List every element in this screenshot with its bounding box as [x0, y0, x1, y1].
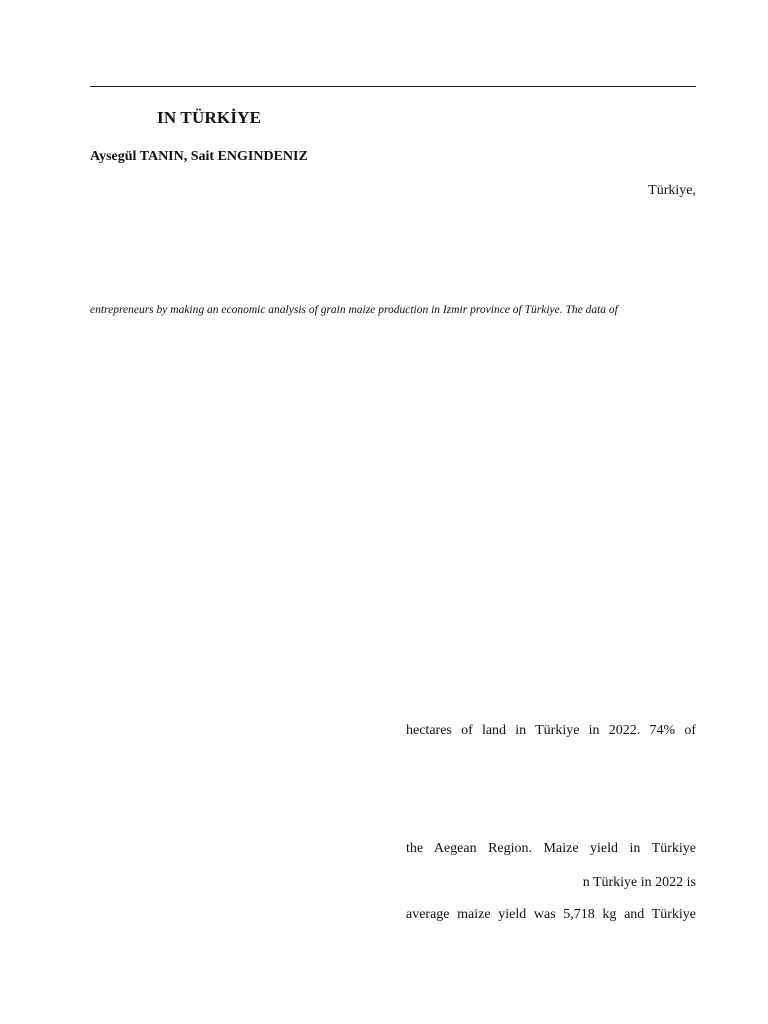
- author-list: Aysegül TANIN, Sait ENGINDENIZ: [90, 149, 308, 164]
- paper-title: IN TÜRKİYE: [157, 108, 262, 127]
- body-text-line: the Aegean Region. Maize yield in Türkiye: [406, 841, 696, 856]
- abstract-text-line: entrepreneurs by making an economic analysis of grain maize production in Izmir province of Türkiye. The data of: [90, 304, 618, 316]
- affiliation-text: Türkiye,: [648, 183, 696, 198]
- header-rule: [90, 86, 696, 87]
- body-text-line: average maize yield was 5,718 kg and Türkiye: [406, 907, 696, 922]
- body-text-line: n Türkiye in 2022 is: [582, 875, 696, 890]
- body-text-line: hectares of land in Türkiye in 2022. 74% of: [406, 723, 696, 738]
